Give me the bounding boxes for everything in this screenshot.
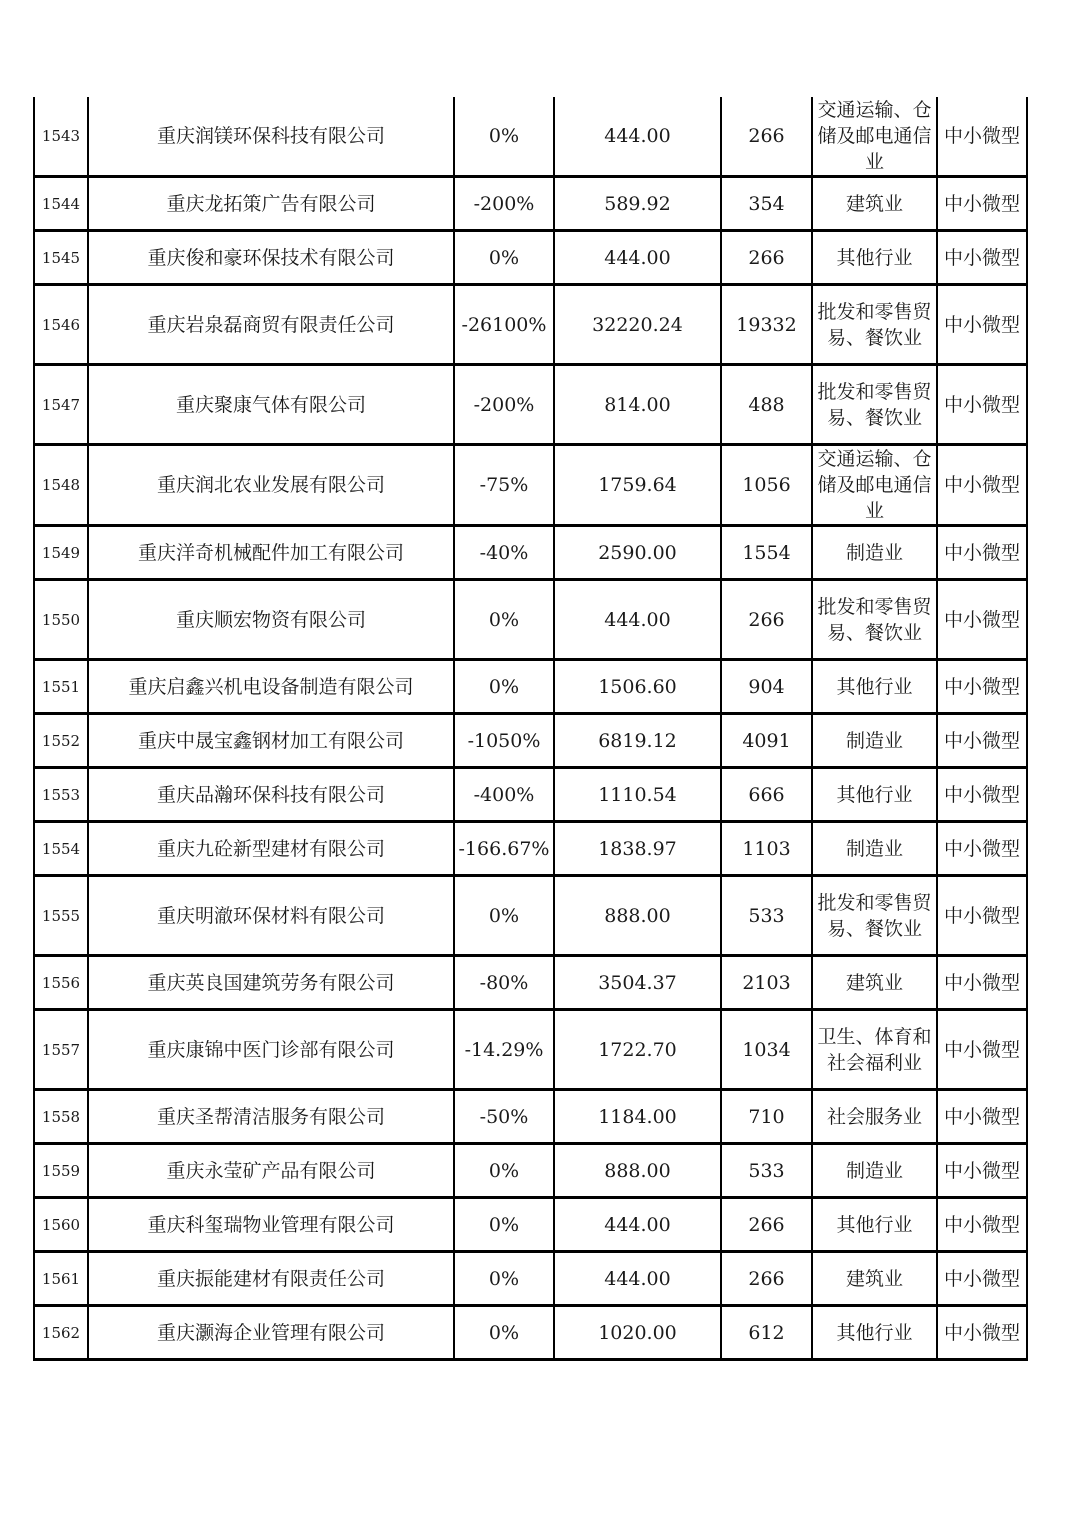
enterprise-size: 中小微型 [937, 1252, 1027, 1306]
amount-value: 444.00 [554, 1198, 721, 1252]
company-name: 重庆英良国建筑劳务有限公司 [88, 956, 454, 1010]
enterprise-size: 中小微型 [937, 660, 1027, 714]
change-percent: -166.67% [454, 822, 554, 876]
row-number: 1559 [34, 1144, 88, 1198]
enterprise-size: 中小微型 [937, 1144, 1027, 1198]
industry-category: 卫生、体育和社会福利业 [812, 1010, 937, 1090]
amount-value: 1838.97 [554, 822, 721, 876]
row-number: 1545 [34, 231, 88, 285]
table-row [34, 177, 1027, 231]
enterprise-size: 中小微型 [937, 876, 1027, 956]
row-number: 1549 [34, 526, 88, 580]
row-number: 1553 [34, 768, 88, 822]
change-percent: -400% [454, 768, 554, 822]
industry-category: 批发和零售贸易、餐饮业 [812, 285, 937, 365]
tax-value: 1554 [721, 526, 812, 580]
change-percent: -200% [454, 365, 554, 445]
table-row [34, 445, 1027, 526]
amount-value: 6819.12 [554, 714, 721, 768]
enterprise-size: 中小微型 [937, 526, 1027, 580]
table-row [34, 1010, 1027, 1090]
tax-value: 2103 [721, 956, 812, 1010]
amount-value: 32220.24 [554, 285, 721, 365]
enterprise-size: 中小微型 [937, 956, 1027, 1010]
tax-value: 1103 [721, 822, 812, 876]
amount-value: 2590.00 [554, 526, 721, 580]
change-percent: 0% [454, 876, 554, 956]
table-row [34, 1144, 1027, 1198]
table-row [34, 231, 1027, 285]
industry-category: 社会服务业 [812, 1090, 937, 1144]
amount-value: 444.00 [554, 97, 721, 177]
industry-category: 其他行业 [812, 660, 937, 714]
company-name: 重庆顺宏物资有限公司 [88, 580, 454, 660]
tax-value: 266 [721, 580, 812, 660]
company-name: 重庆振能建材有限责任公司 [88, 1252, 454, 1306]
company-name: 重庆圣帮清洁服务有限公司 [88, 1090, 454, 1144]
table-body [34, 97, 1027, 1360]
tax-value: 612 [721, 1306, 812, 1360]
tax-value: 266 [721, 1252, 812, 1306]
amount-value: 444.00 [554, 231, 721, 285]
company-name: 重庆启鑫兴机电设备制造有限公司 [88, 660, 454, 714]
amount-value: 589.92 [554, 177, 721, 231]
company-name: 重庆灏海企业管理有限公司 [88, 1306, 454, 1360]
change-percent: 0% [454, 660, 554, 714]
amount-value: 1020.00 [554, 1306, 721, 1360]
company-name: 重庆中晟宝鑫钢材加工有限公司 [88, 714, 454, 768]
enterprise-size: 中小微型 [937, 445, 1027, 526]
company-name: 重庆润北农业发展有限公司 [88, 445, 454, 526]
tax-value: 666 [721, 768, 812, 822]
industry-category: 交通运输、仓储及邮电通信业 [812, 97, 937, 177]
tax-value: 488 [721, 365, 812, 445]
amount-value: 1722.70 [554, 1010, 721, 1090]
enterprise-size: 中小微型 [937, 231, 1027, 285]
enterprise-size: 中小微型 [937, 1306, 1027, 1360]
table-row [34, 580, 1027, 660]
table-row [34, 526, 1027, 580]
amount-value: 814.00 [554, 365, 721, 445]
company-name: 重庆俊和豪环保技术有限公司 [88, 231, 454, 285]
tax-value: 4091 [721, 714, 812, 768]
amount-value: 1110.54 [554, 768, 721, 822]
row-number: 1560 [34, 1198, 88, 1252]
change-percent: -14.29% [454, 1010, 554, 1090]
tax-value: 1056 [721, 445, 812, 526]
enterprise-size: 中小微型 [937, 1090, 1027, 1144]
change-percent: -200% [454, 177, 554, 231]
table-row [34, 660, 1027, 714]
tax-value: 1034 [721, 1010, 812, 1090]
tax-value: 533 [721, 876, 812, 956]
row-number: 1556 [34, 956, 88, 1010]
company-name: 重庆品瀚环保科技有限公司 [88, 768, 454, 822]
tax-value: 266 [721, 231, 812, 285]
amount-value: 1506.60 [554, 660, 721, 714]
change-percent: 0% [454, 1198, 554, 1252]
industry-category: 批发和零售贸易、餐饮业 [812, 876, 937, 956]
company-name: 重庆明澈环保材料有限公司 [88, 876, 454, 956]
enterprise-size: 中小微型 [937, 580, 1027, 660]
change-percent: 0% [454, 231, 554, 285]
tax-value: 710 [721, 1090, 812, 1144]
company-name: 重庆润镁环保科技有限公司 [88, 97, 454, 177]
row-number: 1544 [34, 177, 88, 231]
amount-value: 444.00 [554, 1252, 721, 1306]
industry-category: 交通运输、仓储及邮电通信业 [812, 445, 937, 526]
row-number: 1551 [34, 660, 88, 714]
change-percent: -75% [454, 445, 554, 526]
company-name: 重庆岩泉磊商贸有限责任公司 [88, 285, 454, 365]
amount-value: 888.00 [554, 1144, 721, 1198]
company-name: 重庆龙拓策广告有限公司 [88, 177, 454, 231]
tax-value: 354 [721, 177, 812, 231]
change-percent: 0% [454, 1306, 554, 1360]
industry-category: 制造业 [812, 526, 937, 580]
table-row [34, 1252, 1027, 1306]
industry-category: 批发和零售贸易、餐饮业 [812, 365, 937, 445]
industry-category: 制造业 [812, 714, 937, 768]
row-number: 1561 [34, 1252, 88, 1306]
row-number: 1554 [34, 822, 88, 876]
industry-category: 其他行业 [812, 231, 937, 285]
enterprise-size: 中小微型 [937, 822, 1027, 876]
amount-value: 1759.64 [554, 445, 721, 526]
amount-value: 888.00 [554, 876, 721, 956]
company-name: 重庆洋奇机械配件加工有限公司 [88, 526, 454, 580]
table-row [34, 768, 1027, 822]
row-number: 1555 [34, 876, 88, 956]
table-row [34, 1090, 1027, 1144]
industry-category: 建筑业 [812, 177, 937, 231]
enterprise-size: 中小微型 [937, 97, 1027, 177]
enterprise-size: 中小微型 [937, 177, 1027, 231]
change-percent: 0% [454, 1144, 554, 1198]
row-number: 1558 [34, 1090, 88, 1144]
change-percent: -26100% [454, 285, 554, 365]
change-percent: -40% [454, 526, 554, 580]
tax-value: 266 [721, 97, 812, 177]
enterprise-size: 中小微型 [937, 285, 1027, 365]
change-percent: -50% [454, 1090, 554, 1144]
table-row [34, 956, 1027, 1010]
enterprise-size: 中小微型 [937, 365, 1027, 445]
tax-value: 266 [721, 1198, 812, 1252]
industry-category: 其他行业 [812, 1198, 937, 1252]
amount-value: 1184.00 [554, 1090, 721, 1144]
industry-category: 建筑业 [812, 1252, 937, 1306]
enterprise-size: 中小微型 [937, 714, 1027, 768]
change-percent: 0% [454, 97, 554, 177]
table-row [34, 97, 1027, 177]
enterprise-size: 中小微型 [937, 1198, 1027, 1252]
table-row [34, 285, 1027, 365]
industry-category: 制造业 [812, 822, 937, 876]
amount-value: 444.00 [554, 580, 721, 660]
amount-value: 3504.37 [554, 956, 721, 1010]
company-name: 重庆康锦中医门诊部有限公司 [88, 1010, 454, 1090]
row-number: 1548 [34, 445, 88, 526]
industry-category: 其他行业 [812, 768, 937, 822]
industry-category: 批发和零售贸易、餐饮业 [812, 580, 937, 660]
row-number: 1543 [34, 97, 88, 177]
row-number: 1546 [34, 285, 88, 365]
table-row [34, 876, 1027, 956]
company-name: 重庆科玺瑞物业管理有限公司 [88, 1198, 454, 1252]
enterprise-size: 中小微型 [937, 768, 1027, 822]
industry-category: 其他行业 [812, 1306, 937, 1360]
change-percent: -80% [454, 956, 554, 1010]
change-percent: 0% [454, 1252, 554, 1306]
table-row [34, 1198, 1027, 1252]
company-name: 重庆永莹矿产品有限公司 [88, 1144, 454, 1198]
enterprise-table [33, 97, 1028, 1361]
table-row [34, 1306, 1027, 1360]
company-name: 重庆聚康气体有限公司 [88, 365, 454, 445]
row-number: 1547 [34, 365, 88, 445]
company-name: 重庆九砼新型建材有限公司 [88, 822, 454, 876]
tax-value: 904 [721, 660, 812, 714]
row-number: 1552 [34, 714, 88, 768]
tax-value: 19332 [721, 285, 812, 365]
change-percent: -1050% [454, 714, 554, 768]
table-row [34, 822, 1027, 876]
row-number: 1550 [34, 580, 88, 660]
table-row [34, 714, 1027, 768]
tax-value: 533 [721, 1144, 812, 1198]
table-row [34, 365, 1027, 445]
row-number: 1562 [34, 1306, 88, 1360]
industry-category: 制造业 [812, 1144, 937, 1198]
row-number: 1557 [34, 1010, 88, 1090]
change-percent: 0% [454, 580, 554, 660]
industry-category: 建筑业 [812, 956, 937, 1010]
enterprise-size: 中小微型 [937, 1010, 1027, 1090]
